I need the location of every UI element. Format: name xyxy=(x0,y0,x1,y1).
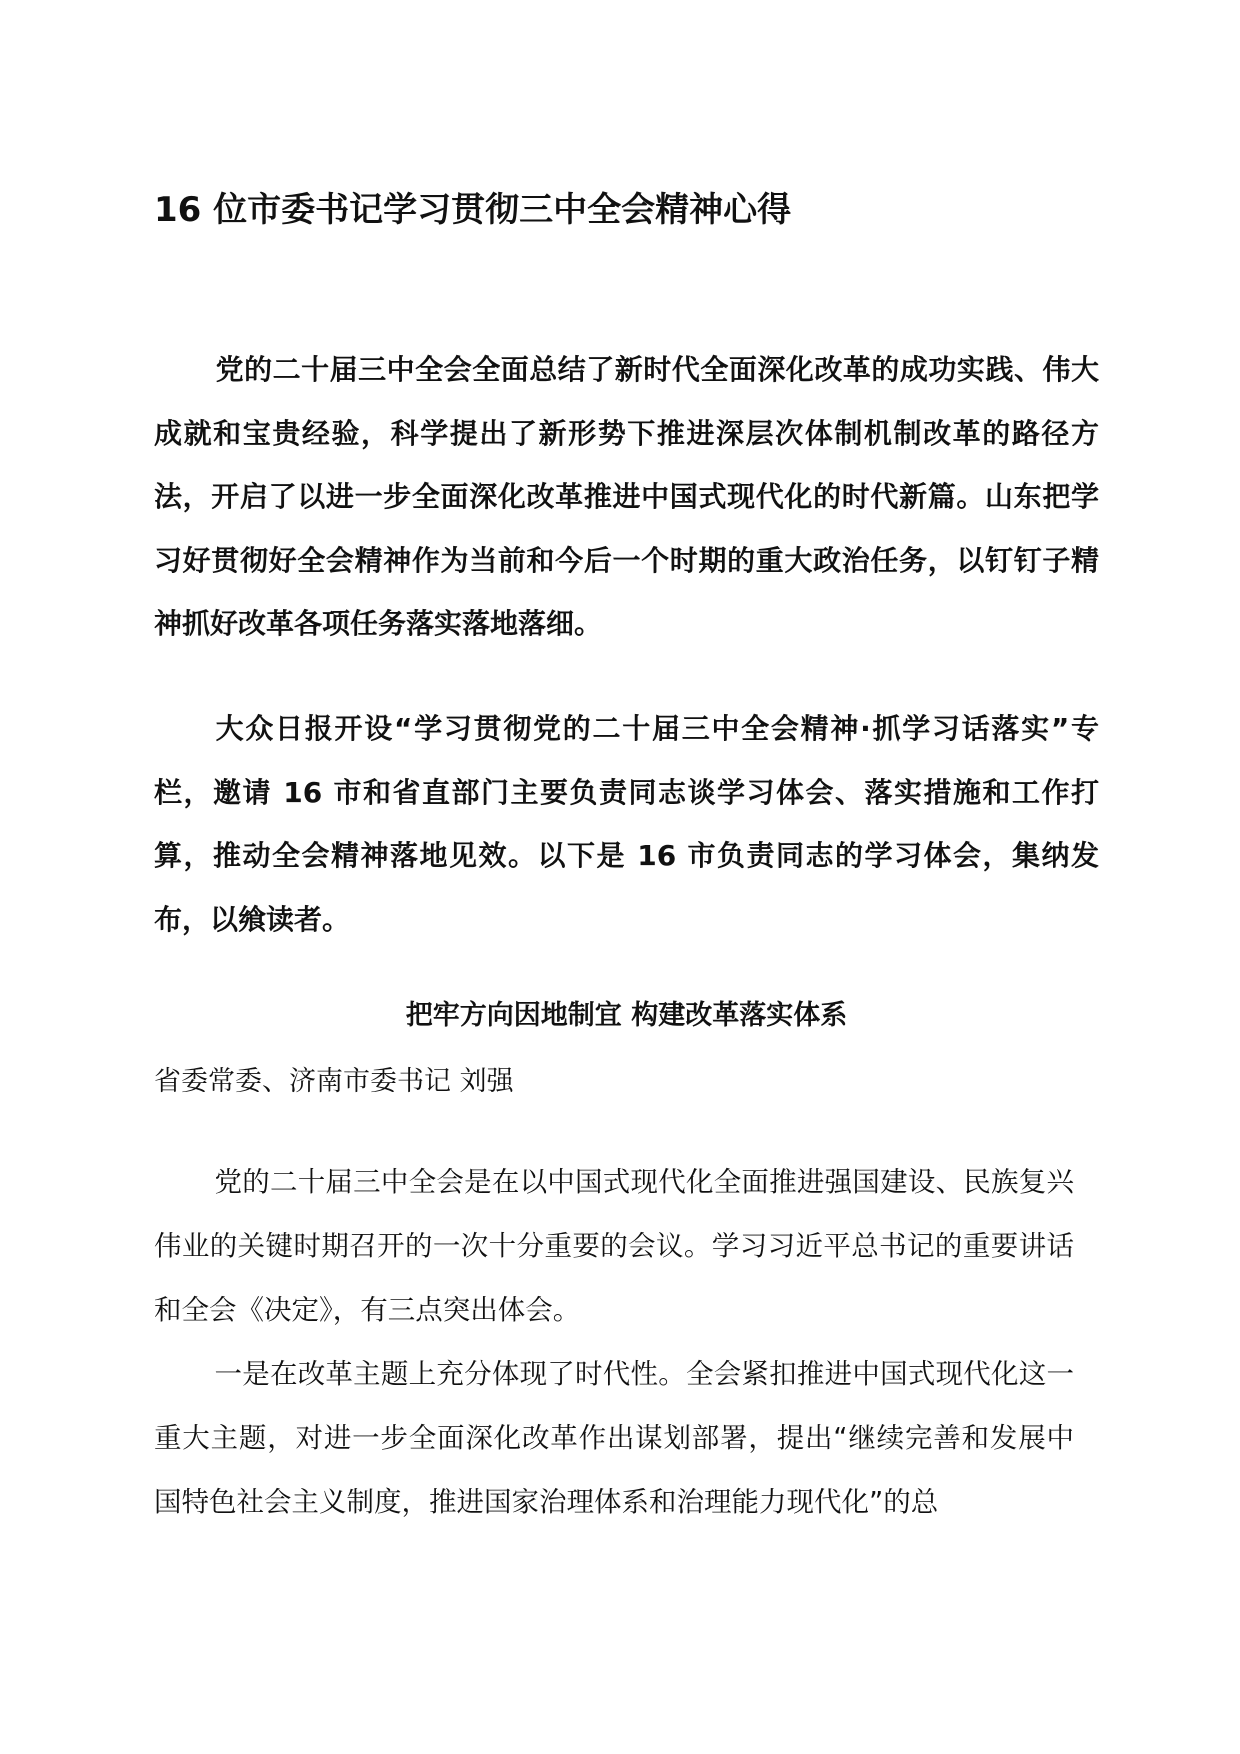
section-heading: 把牢方向因地制宜 构建改革落实体系 xyxy=(405,1000,848,1031)
body-paragraph-1: 党的二十届三中全会是在以中国式现代化全面推进强国建设、民族复兴伟业的关键时期召开的一次十分重要的会议。学习习近平总书记的重要讲话和全会《决定》，有三点突出体会。 xyxy=(154,1166,1074,1326)
intro-paragraph-1: 党的二十届三中全会全面总结了新时代全面深化改革的成功实践、伟大成就和宝贵经验，科学提出了新形势下推进深层次体制机制改革的路径方法，开启了以进一步全面深化改革推进中国式现代化的时代新篇。山东把学习好贯彻好全会精神作为当前和今后一个时期的重大政治任务，以钉钉子精神抓好改革各项任务落实落地落细。 xyxy=(154,353,1099,640)
intro-paragraph-2: 大众日报开设“学习贯彻党的二十届三中全会精神·抓学习话落实”专栏，邀请 16 市和省直部门主要负责同志谈学习体会、落实措施和工作打算，推动全会精神落地见效。以下是 16 市负责同志的学习体会，集纳发布，以飨读者。 xyxy=(154,712,1099,936)
body-paragraph-2: 一是在改革主题上充分体现了时代性。全会紧扣推进中国式现代化这一重大主题，对进一步全面深化改革作出谋划部署，提出“继续完善和发展中国特色社会主义制度，推进国家治理体系和治理能力现代化”的总 xyxy=(154,1358,1074,1518)
document-title: 16 位市委书记学习贯彻三中全会精神心得 xyxy=(154,190,792,230)
author-byline: 省委常委、济南市委书记 刘强 xyxy=(154,1066,514,1097)
